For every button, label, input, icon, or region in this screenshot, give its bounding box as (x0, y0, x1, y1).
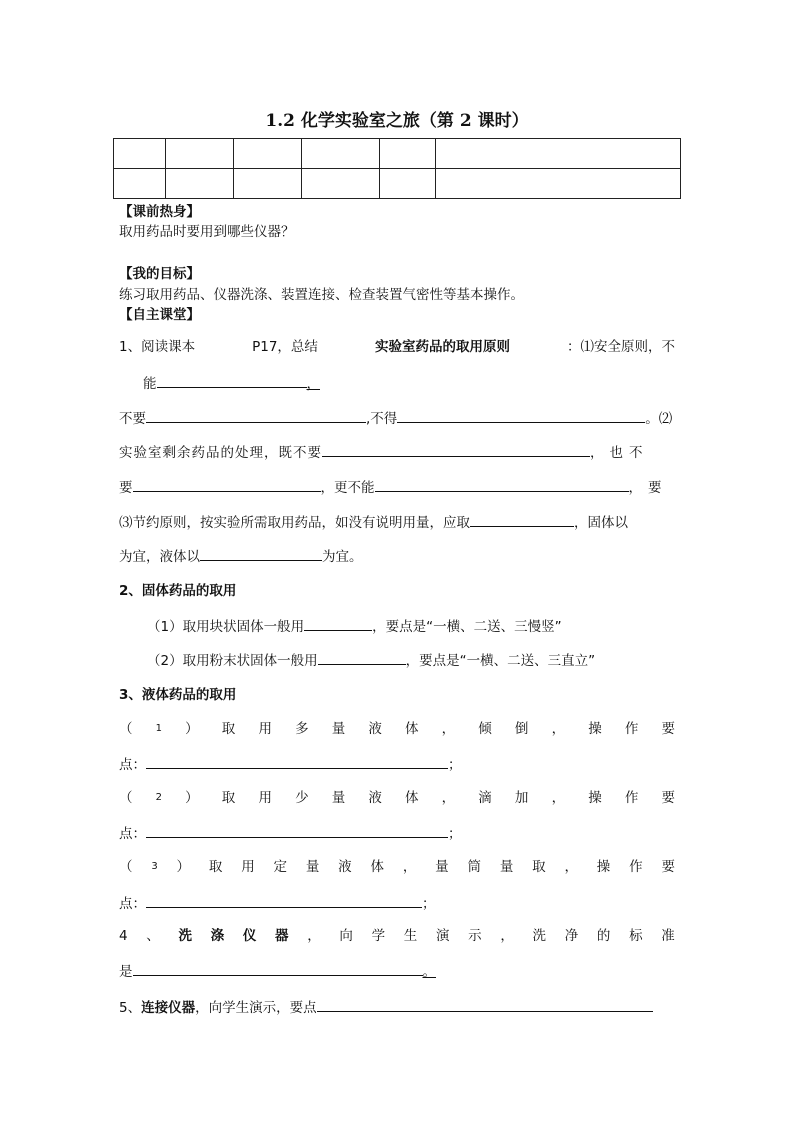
item1-line5 (119, 477, 668, 497)
item1-text: ， (306, 376, 320, 392)
item4-char: 洗 (532, 928, 547, 944)
item3-char: （ (119, 790, 133, 806)
item3-char: 取 (208, 859, 223, 875)
item2-text: （1）取用块状固体一般用 (147, 619, 305, 635)
item3-char: 量 (435, 859, 449, 875)
item1-text: ，更不能 (320, 480, 375, 496)
item1-text: 为宜。 (322, 549, 363, 565)
item3-char: 用 (241, 859, 255, 875)
item3-char: 量 (331, 790, 346, 806)
item3-char: 操 (588, 721, 602, 737)
table-cell[interactable] (380, 139, 436, 169)
item3-char: 取 (221, 790, 236, 806)
item1-line1 (119, 338, 675, 356)
answer-blank[interactable] (133, 961, 423, 976)
item3-sub2-line2 (119, 823, 462, 843)
goal-heading: 【我的目标】 (119, 266, 200, 282)
item1-line7 (119, 546, 363, 566)
item3-char: ， (441, 721, 456, 737)
goal-text: 练习取用药品、仪器洗涤、装置连接、检查装置气密性等基本操作。 (119, 287, 524, 303)
item1-text: ，要 (628, 480, 668, 496)
item4-line1 (119, 927, 675, 945)
item3-text: ； (448, 826, 462, 842)
answer-blank[interactable] (157, 373, 307, 388)
item4-char: ， (307, 928, 321, 944)
item3-sub1-line2 (119, 754, 462, 774)
item5-text: ，向学生演示，要点 (195, 1000, 317, 1016)
answer-blank[interactable] (322, 442, 590, 457)
item3-heading: 3、液体药品的取用 (119, 687, 237, 703)
item3-char: 量 (499, 859, 514, 875)
item4-char: 向 (339, 928, 353, 944)
item3-char: 体 (370, 859, 384, 875)
item1-text: ，也不 (590, 445, 649, 461)
item1-text: 。⑵ (645, 411, 673, 427)
answer-blank[interactable] (375, 477, 629, 492)
answer-blank[interactable] (146, 408, 366, 423)
item3-sub3-line1 (119, 858, 675, 876)
item3-char: 少 (295, 790, 309, 806)
table-cell[interactable] (234, 169, 302, 199)
answer-blank[interactable] (470, 512, 574, 527)
item3-char: （ (119, 721, 133, 737)
item1-text: 要 (119, 480, 133, 496)
item1-text: 能 (143, 376, 157, 392)
answer-blank[interactable] (146, 893, 422, 908)
item3-char: 多 (295, 721, 309, 737)
item4-char: 、 (146, 928, 160, 944)
item3-char: 操 (588, 790, 602, 806)
table-cell[interactable] (166, 139, 234, 169)
answer-blank[interactable] (318, 650, 406, 665)
answer-blank[interactable] (133, 477, 321, 492)
item3-text: ； (448, 757, 462, 773)
warmup-question: 取用药品时要用到哪些仪器？ (119, 224, 295, 240)
item1-text: ，固体以 (574, 515, 628, 531)
item3-char: ） (185, 790, 199, 806)
item3-char: ， (551, 790, 566, 806)
item3-char: 取 (532, 859, 546, 875)
answer-blank[interactable] (317, 997, 653, 1012)
item3-char: 取 (221, 721, 236, 737)
page-title: 1.2 化学实验室之旅（第 2 课时） (265, 111, 529, 131)
item4-char: 净 (564, 928, 579, 944)
item1-text: 实验室剩余药品的处理，既不要 (119, 445, 322, 461)
item4-char: 仪 (242, 928, 257, 944)
item3-char: 液 (338, 859, 352, 875)
item1-text: 不要 (119, 411, 146, 427)
item1-text: 为宜，液体以 (119, 549, 200, 565)
item5-text: 5、 (119, 1000, 142, 1016)
item4-line2 (119, 961, 436, 981)
item3-char: ， (564, 859, 578, 875)
item4-char: 演 (435, 928, 450, 944)
table-cell[interactable] (302, 139, 380, 169)
student-info-table (113, 138, 681, 199)
item3-char: 定 (273, 859, 288, 875)
table-cell[interactable] (380, 169, 436, 199)
item3-sub2-line1 (119, 789, 675, 807)
answer-blank[interactable] (397, 408, 645, 423)
item3-char: ， (551, 721, 566, 737)
item1-text: 1、阅读课本 (119, 339, 196, 355)
item1-text: P17，总结 (252, 339, 318, 355)
item1-line3 (119, 408, 672, 428)
item3-char: 液 (368, 790, 382, 806)
item3-char: 倒 (514, 721, 529, 737)
item4-char: 的 (596, 928, 611, 944)
item4-char: 标 (629, 928, 643, 944)
item1-line2 (143, 373, 320, 393)
item3-char: 倾 (478, 721, 492, 737)
item3-char: 要 (661, 859, 675, 875)
item4-char: 示 (468, 928, 482, 944)
answer-blank[interactable] (146, 823, 448, 838)
item3-char: 筒 (467, 859, 481, 875)
item3-char: 作 (624, 790, 639, 806)
item3-char: 液 (368, 721, 382, 737)
table-cell[interactable] (166, 169, 234, 199)
item4-text: 。 (422, 964, 436, 980)
item3-char: ） (176, 859, 191, 875)
item3-char: 加 (514, 790, 529, 806)
table-cell[interactable] (436, 139, 681, 169)
item3-char: 量 (331, 721, 346, 737)
warmup-heading: 【课前热身】 (119, 204, 200, 220)
item2-heading: 2、固体药品的取用 (119, 583, 237, 599)
item3-char: 操 (596, 859, 611, 875)
item3-text: 点： (119, 826, 146, 842)
table-cell[interactable] (234, 139, 302, 169)
table-cell[interactable] (114, 139, 166, 169)
item4-char: ， (500, 928, 514, 944)
item3-char: 要 (661, 721, 675, 737)
item1-principle-label: 实验室药品的取用原则 (374, 339, 510, 355)
item3-text: 点： (119, 757, 146, 773)
item3-char: 2 (155, 792, 163, 803)
item4-char: 生 (403, 928, 418, 944)
item4-text: 是 (119, 964, 133, 980)
item4-char: 洗 (178, 928, 192, 944)
item3-char: （ (119, 859, 133, 875)
item2-text: ，要点是“一横、二送、三直立” (405, 653, 596, 669)
item2-sub1 (147, 616, 562, 636)
answer-blank[interactable] (304, 616, 372, 631)
item3-sub1-line1 (119, 720, 675, 738)
item3-char: 作 (629, 859, 643, 875)
table-row (114, 169, 681, 199)
table-cell[interactable] (114, 169, 166, 199)
item1-text: ,不得 (366, 411, 398, 427)
item3-char: 体 (405, 790, 419, 806)
table-cell[interactable] (302, 169, 380, 199)
item3-char: ， (441, 790, 456, 806)
item4-char: 学 (371, 928, 386, 944)
item3-char: ） (185, 721, 199, 737)
class-heading: 【自主课堂】 (119, 307, 200, 323)
item3-text: ； (422, 896, 436, 912)
item3-char: 体 (405, 721, 419, 737)
item4-char: 器 (275, 928, 289, 944)
item1-line4 (119, 442, 649, 462)
item2-text: （2）取用粉末状固体一般用 (147, 653, 318, 669)
item3-char: 用 (258, 721, 272, 737)
item2-sub2 (147, 650, 595, 670)
item4-char: 4 (119, 928, 128, 944)
item1-line6 (119, 512, 628, 532)
item3-char: 3 (151, 861, 158, 872)
item1-text: ⑶节约原则，按实验所需取用药品，如没有说明用量，应取 (119, 515, 470, 531)
item1-text: ：⑴安全原则，不 (566, 339, 675, 355)
item3-char: ， (402, 859, 417, 875)
item3-sub3-line2 (119, 893, 436, 913)
item2-text: ，要点是“一横、二送、三慢竖” (372, 619, 562, 635)
table-row (114, 139, 681, 169)
item3-char: 滴 (478, 790, 492, 806)
item5-label: 连接仪器 (141, 1000, 196, 1016)
answer-blank[interactable] (146, 754, 448, 769)
table-cell[interactable] (436, 169, 681, 199)
item5-line (119, 997, 653, 1017)
item4-char: 涤 (210, 928, 225, 944)
item3-char: 要 (661, 790, 675, 806)
item4-char: 准 (661, 928, 675, 944)
item3-char: 用 (258, 790, 272, 806)
item3-char: 作 (624, 721, 639, 737)
answer-blank[interactable] (200, 546, 322, 561)
item3-text: 点： (119, 896, 146, 912)
item3-char: 1 (155, 723, 163, 734)
item3-char: 量 (305, 859, 320, 875)
